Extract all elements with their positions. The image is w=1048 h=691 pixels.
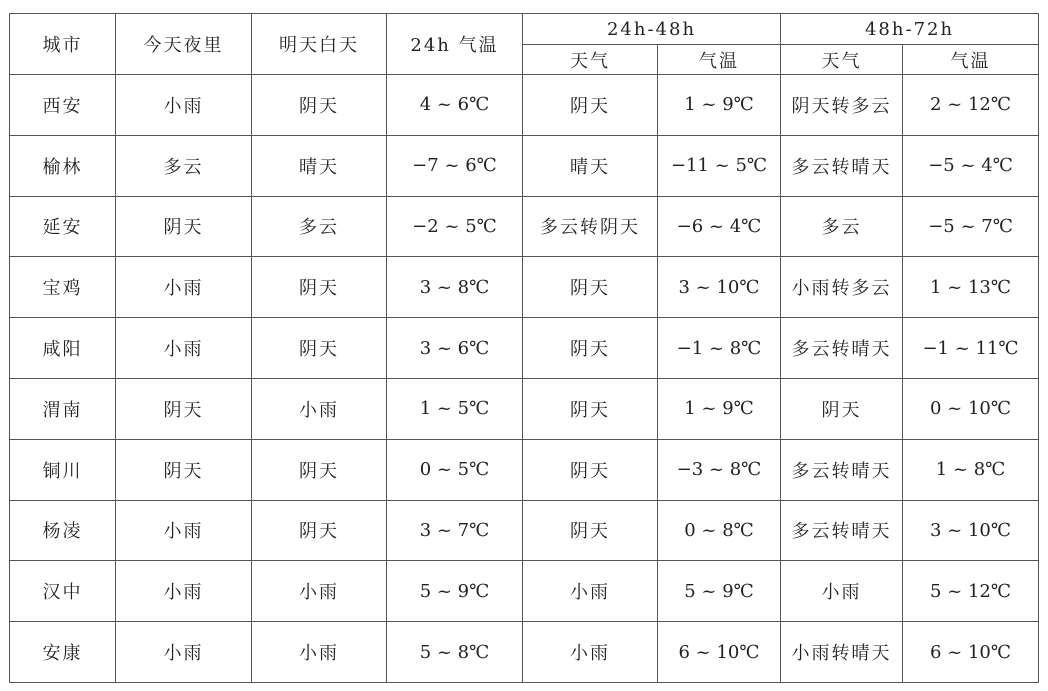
cell-weather-48-72: 多云转晴天 (781, 500, 903, 561)
header-group-24-48: 24h-48h (523, 14, 781, 45)
table-row (10, 439, 1039, 500)
cell-weather-48-72: 阴天 (781, 378, 903, 439)
cell-city: 西安 (10, 75, 116, 136)
table-row (10, 622, 1039, 683)
table-row (10, 378, 1039, 439)
cell-temp-48-72: 1 ~ 8℃ (903, 439, 1039, 500)
cell-weather-24-48: 多云转阴天 (523, 196, 658, 257)
header-weather-24-48: 天气 (523, 45, 658, 75)
table-row (10, 196, 1039, 257)
forecast-document (9, 13, 1038, 683)
cell-tomorrow-day: 阴天 (252, 500, 387, 561)
cell-temp-24-48: −3 ~ 8℃ (658, 439, 781, 500)
header-temp-24-48: 气温 (658, 45, 781, 75)
cell-temp-48-72: 2 ~ 12℃ (903, 75, 1039, 136)
cell-weather-48-72: 多云转晴天 (781, 135, 903, 196)
cell-weather-48-72: 多云转晴天 (781, 318, 903, 379)
table-body (10, 75, 1039, 683)
cell-tonight: 小雨 (116, 257, 252, 318)
cell-temp-48-72: 1 ~ 13℃ (903, 257, 1039, 318)
cell-temp-24h: 3 ~ 6℃ (387, 318, 523, 379)
header-tonight: 今天夜里 (116, 14, 252, 75)
cell-city: 铜川 (10, 439, 116, 500)
cell-city: 咸阳 (10, 318, 116, 379)
cell-temp-48-72: 0 ~ 10℃ (903, 378, 1039, 439)
cell-city: 安康 (10, 622, 116, 683)
cell-temp-24h: 3 ~ 7℃ (387, 500, 523, 561)
cell-temp-24h: 1 ~ 5℃ (387, 378, 523, 439)
cell-tomorrow-day: 小雨 (252, 561, 387, 622)
table-row (10, 500, 1039, 561)
cell-weather-48-72: 多云 (781, 196, 903, 257)
cell-weather-24-48: 晴天 (523, 135, 658, 196)
header-temp-24h: 24h 气温 (387, 14, 523, 75)
header-weather-48-72: 天气 (781, 45, 903, 75)
cell-temp-24-48: −11 ~ 5℃ (658, 135, 781, 196)
cell-tonight: 小雨 (116, 561, 252, 622)
cell-weather-24-48: 阴天 (523, 500, 658, 561)
cell-tonight: 多云 (116, 135, 252, 196)
cell-temp-24-48: −1 ~ 8℃ (658, 318, 781, 379)
cell-tomorrow-day: 阴天 (252, 439, 387, 500)
cell-weather-24-48: 阴天 (523, 439, 658, 500)
cell-temp-48-72: 5 ~ 12℃ (903, 561, 1039, 622)
cell-temp-24-48: 3 ~ 10℃ (658, 257, 781, 318)
table-row (10, 257, 1039, 318)
table-row (10, 318, 1039, 379)
cell-city: 宝鸡 (10, 257, 116, 318)
cell-weather-24-48: 阴天 (523, 318, 658, 379)
table-row (10, 75, 1039, 136)
cell-tomorrow-day: 阴天 (252, 75, 387, 136)
cell-temp-24-48: 5 ~ 9℃ (658, 561, 781, 622)
cell-temp-48-72: 6 ~ 10℃ (903, 622, 1039, 683)
header-tomorrow-day: 明天白天 (252, 14, 387, 75)
cell-tomorrow-day: 阴天 (252, 318, 387, 379)
cell-temp-24h: −7 ~ 6℃ (387, 135, 523, 196)
cell-temp-24-48: 0 ~ 8℃ (658, 500, 781, 561)
cell-temp-24h: 4 ~ 6℃ (387, 75, 523, 136)
cell-weather-48-72: 小雨转晴天 (781, 622, 903, 683)
cell-weather-48-72: 小雨 (781, 561, 903, 622)
cell-weather-48-72: 小雨转多云 (781, 257, 903, 318)
table-row (10, 561, 1039, 622)
cell-weather-48-72: 阴天转多云 (781, 75, 903, 136)
cell-weather-24-48: 阴天 (523, 378, 658, 439)
cell-temp-48-72: −5 ~ 4℃ (903, 135, 1039, 196)
cell-temp-48-72: −1 ~ 11℃ (903, 318, 1039, 379)
header-row-top (10, 14, 1039, 45)
cell-temp-24h: 0 ~ 5℃ (387, 439, 523, 500)
cell-city: 汉中 (10, 561, 116, 622)
cell-temp-48-72: −5 ~ 7℃ (903, 196, 1039, 257)
cell-temp-24-48: 6 ~ 10℃ (658, 622, 781, 683)
cell-temp-24-48: 1 ~ 9℃ (658, 75, 781, 136)
cell-temp-24h: 5 ~ 9℃ (387, 561, 523, 622)
cell-tonight: 小雨 (116, 622, 252, 683)
cell-temp-24-48: −6 ~ 4℃ (658, 196, 781, 257)
cell-tonight: 小雨 (116, 318, 252, 379)
cell-tomorrow-day: 晴天 (252, 135, 387, 196)
cell-tomorrow-day: 小雨 (252, 622, 387, 683)
cell-tonight: 小雨 (116, 500, 252, 561)
cell-temp-24h: −2 ~ 5℃ (387, 196, 523, 257)
weather-forecast-table (9, 13, 1039, 683)
cell-tonight: 小雨 (116, 75, 252, 136)
cell-temp-24h: 3 ~ 8℃ (387, 257, 523, 318)
cell-tomorrow-day: 阴天 (252, 257, 387, 318)
cell-weather-24-48: 小雨 (523, 622, 658, 683)
cell-temp-24-48: 1 ~ 9℃ (658, 378, 781, 439)
cell-weather-24-48: 小雨 (523, 561, 658, 622)
cell-temp-24h: 5 ~ 8℃ (387, 622, 523, 683)
header-group-48-72: 48h-72h (781, 14, 1039, 45)
cell-city: 延安 (10, 196, 116, 257)
cell-city: 渭南 (10, 378, 116, 439)
cell-tonight: 阴天 (116, 196, 252, 257)
cell-tonight: 阴天 (116, 378, 252, 439)
cell-weather-48-72: 多云转晴天 (781, 439, 903, 500)
cell-temp-48-72: 3 ~ 10℃ (903, 500, 1039, 561)
header-temp-48-72: 气温 (903, 45, 1039, 75)
cell-tomorrow-day: 小雨 (252, 378, 387, 439)
cell-tomorrow-day: 多云 (252, 196, 387, 257)
cell-city: 杨凌 (10, 500, 116, 561)
cell-weather-24-48: 阴天 (523, 75, 658, 136)
cell-tonight: 阴天 (116, 439, 252, 500)
cell-weather-24-48: 阴天 (523, 257, 658, 318)
header-city: 城市 (10, 14, 116, 75)
cell-city: 榆林 (10, 135, 116, 196)
table-row (10, 135, 1039, 196)
